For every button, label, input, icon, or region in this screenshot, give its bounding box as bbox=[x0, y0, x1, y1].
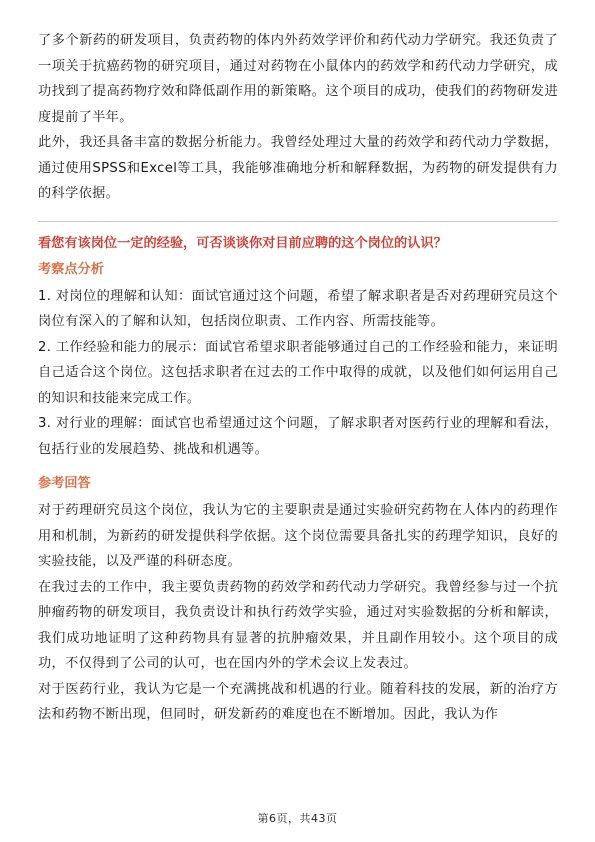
page-number: 第6页，共43页 bbox=[257, 812, 338, 825]
analysis-item: 1. 对岗位的理解和认知：面试官通过这个问题，希望了解求职者是否对药理研究员这个岗位有深入的了解和认知，包括岗位职责、工作内容、所需技能等。 bbox=[38, 288, 558, 329]
section-gap bbox=[38, 462, 558, 472]
answer-paragraph: 在我过去的工作中，我主要负责药物的药效学和药代动力学研究。我曾经参与过一个抗肿瘤药物的研发项目，我负责设计和执行药效学实验，通过对实验数据的分析和解读，我们成功地证明了这种药物具有显著的抗肿瘤效果，并且副作用较小。这个项目的成功，不仅得到了公司的认可，也在国内外的学术会议上发表过。 bbox=[38, 579, 558, 671]
analysis-heading: 考察点分析 bbox=[38, 261, 104, 277]
section-divider bbox=[38, 221, 558, 222]
answer-paragraph: 对于药理研究员这个岗位，我认为它的主要职责是通过实验研究药物在人体内的药理作用和机制，为新药的研发提供科学依据。这个岗位需要具备扎实的药理学知识，良好的实验技能，以及严谨的科研态度。 bbox=[38, 503, 558, 569]
answer-paragraph: 对于医药行业，我认为它是一个充满挑战和机遇的行业。随着科技的发展，新的治疗方法和药物不断出现，但同时，研发新药的难度也在不断增加。因此，我认为作 bbox=[38, 681, 558, 722]
interview-question: 看您有该岗位一定的经验，可否谈谈你对目前应聘的这个岗位的认识？ bbox=[38, 235, 447, 251]
intro-paragraph: 此外，我还具备丰富的数据分析能力。我曾经处理过大量的药效学和药代动力学数据，通过使用SPSS和Excel等工具，我能够准确地分析和解释数据，为药物的研发提供有力的科学依据。 bbox=[38, 135, 558, 201]
answer-heading: 参考回答 bbox=[38, 476, 91, 491]
page-content bbox=[38, 28, 558, 728]
analysis-item: 3. 对行业的理解：面试官也希望通过这个问题，了解求职者对医药行业的理解和看法，包括行业的发展趋势、挑战和机遇等。 bbox=[38, 416, 558, 457]
intro-paragraph: 了多个新药的研发项目，负责药物的体内外药效学评价和药代动力学研究。我还负责了一项关于抗癌药物的研究项目，通过对药物在小鼠体内的药效学和药代动力学研究，成功找到了提高药物疗效和降低副作用的新策略。这个项目的成功，使我们的药物研发进度提前了半年。 bbox=[38, 33, 558, 125]
analysis-item: 2. 工作经验和能力的展示：面试官希望求职者能够通过自己的工作经验和能力，来证明自己适合这个岗位。这包括求职者在过去的工作中取得的成就，以及他们如何运用自己的知识和技能来完成工作。 bbox=[38, 339, 558, 406]
